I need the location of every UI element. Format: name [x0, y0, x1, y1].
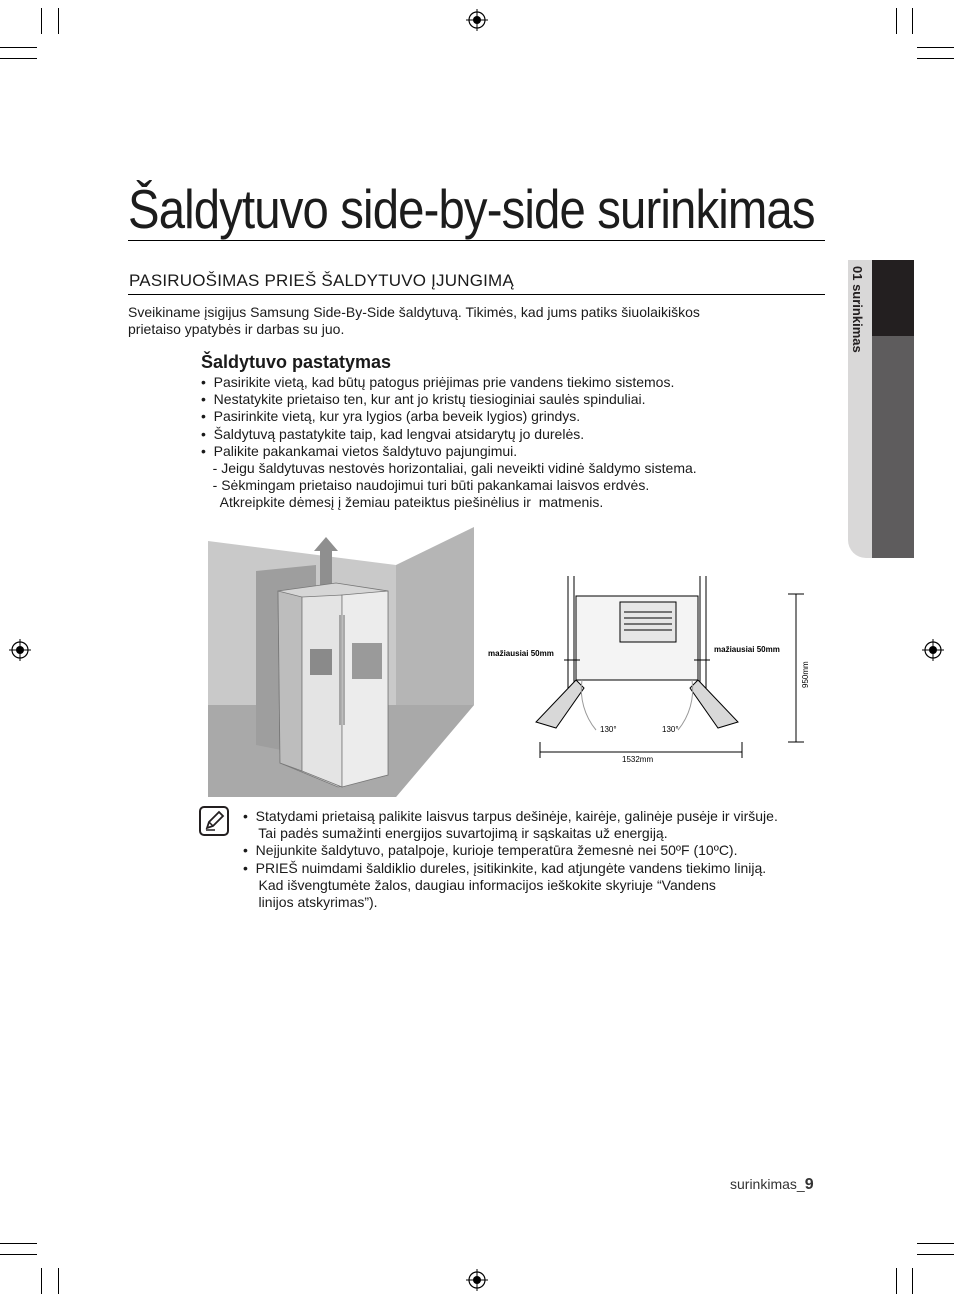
crop-mark — [896, 1268, 897, 1294]
crop-mark — [0, 1243, 37, 1244]
list-item: - Sėkmingam prietaiso naudojimui turi būti pakankamai laisvos erdvės. — [201, 477, 650, 494]
note-item: • Neįjunkite šaldytuvo, patalpoje, kurioje temperatūra žemesnė nei 50ºF (10ºC). — [243, 842, 738, 859]
list-item: • Pasirikite vietą, kad būtų patogus priėjimas prie vandens tiekimo sistemos. — [201, 374, 675, 390]
side-tab-label: 01 surinkimas — [850, 266, 865, 353]
list-item: - Jeigu šaldytuvas nestovės horizontaliai, gali neveikti vidinė šaldymo sistema. — [201, 460, 697, 477]
crop-mark — [0, 1254, 37, 1255]
placement-list — [201, 374, 821, 512]
crop-mark — [896, 8, 897, 34]
right-clearance-label: mažiausiai 50mm — [714, 645, 780, 654]
registration-mark-icon — [9, 639, 31, 661]
page-number: 9 — [804, 1176, 814, 1193]
crop-mark — [58, 8, 59, 34]
crop-mark — [41, 8, 42, 34]
registration-mark-icon — [466, 1269, 488, 1291]
title-rule — [128, 240, 825, 241]
list-item: • Nestatykite prietaiso ten, kur ant jo kristų tiesioginiai saulės spinduliai. — [201, 391, 646, 408]
crop-mark — [917, 47, 954, 48]
side-tab-dark-block — [872, 260, 914, 336]
list-item: • Pasirinkite vietą, kur yra lygios (arba beveik lygios) grindys. — [201, 408, 581, 425]
list-item: Atkreipkite dėmesį į žemiau pateiktus piešinėlius ir matmenis. — [201, 494, 604, 511]
note-item: Tai padės sumažinti energijos suvartojimą ir sąskaitas už energiją. — [243, 825, 668, 842]
intro-line: prietaiso ypatybės ir darbas su juo. — [128, 321, 345, 337]
registration-mark-icon — [922, 639, 944, 661]
crop-mark — [912, 8, 913, 34]
footer-label: surinkimas_ — [730, 1176, 805, 1192]
side-tab-mid-block — [872, 336, 914, 558]
crop-mark — [0, 58, 37, 59]
crop-mark — [917, 1243, 954, 1244]
note-item: Kad išvengtumėte žalos, daugiau informacijos ieškokite skyriuje “Vandens — [243, 876, 716, 893]
crop-mark — [0, 47, 37, 48]
clearance-top-view-diagram — [486, 572, 816, 764]
section-rule — [128, 294, 825, 295]
crop-mark — [917, 1254, 954, 1255]
section-heading: PASIRUOŠIMAS PRIEŠ ŠALDYTUVO ĮJUNGIMĄ — [129, 271, 514, 290]
list-item: • Palikite pakankamai vietos šaldytuvo pajungimui. — [201, 442, 518, 459]
left-angle-label: 130° — [600, 725, 617, 734]
note-item: • PRIEŠ nuimdami šaldiklio dureles, įsitikinkite, kad atjungėte vandens tiekimo liniją. — [243, 859, 767, 876]
registration-mark-icon — [466, 9, 488, 31]
crop-mark — [41, 1268, 42, 1294]
depth-dimension-label: 950mm — [801, 661, 810, 688]
note-item: • Statydami prietaisą palikite laisvus tarpus dešinėje, kairėje, galinėje pusėje ir viršuje. — [243, 808, 778, 824]
note-item: linijos atskyrimas”). — [243, 894, 378, 911]
page-title: Šaldytuvo side-by-side surinkimas — [128, 178, 815, 240]
right-angle-label: 130° — [662, 725, 679, 734]
left-clearance-label: mažiausiai 50mm — [488, 649, 554, 658]
crop-mark — [58, 1268, 59, 1294]
refrigerator-room-illustration — [206, 525, 476, 797]
intro-paragraph — [128, 304, 808, 338]
notes-list — [243, 808, 843, 911]
page-footer — [730, 1176, 814, 1194]
chapter-side-tab — [848, 260, 914, 558]
crop-mark — [917, 58, 954, 59]
intro-line: Sveikiname įsigijus Samsung Side-By-Side šaldytuvą. Tikimės, kad jums patiks šiuolaikiškos — [128, 304, 700, 320]
placement-heading: Šaldytuvo pastatymas — [201, 352, 392, 372]
crop-mark — [912, 1268, 913, 1294]
list-item: • Šaldytuvą pastatykite taip, kad lengvai atsidarytų jo durelės. — [201, 425, 585, 442]
note-pencil-icon — [199, 806, 229, 836]
width-dimension-label: 1532mm — [622, 755, 654, 764]
